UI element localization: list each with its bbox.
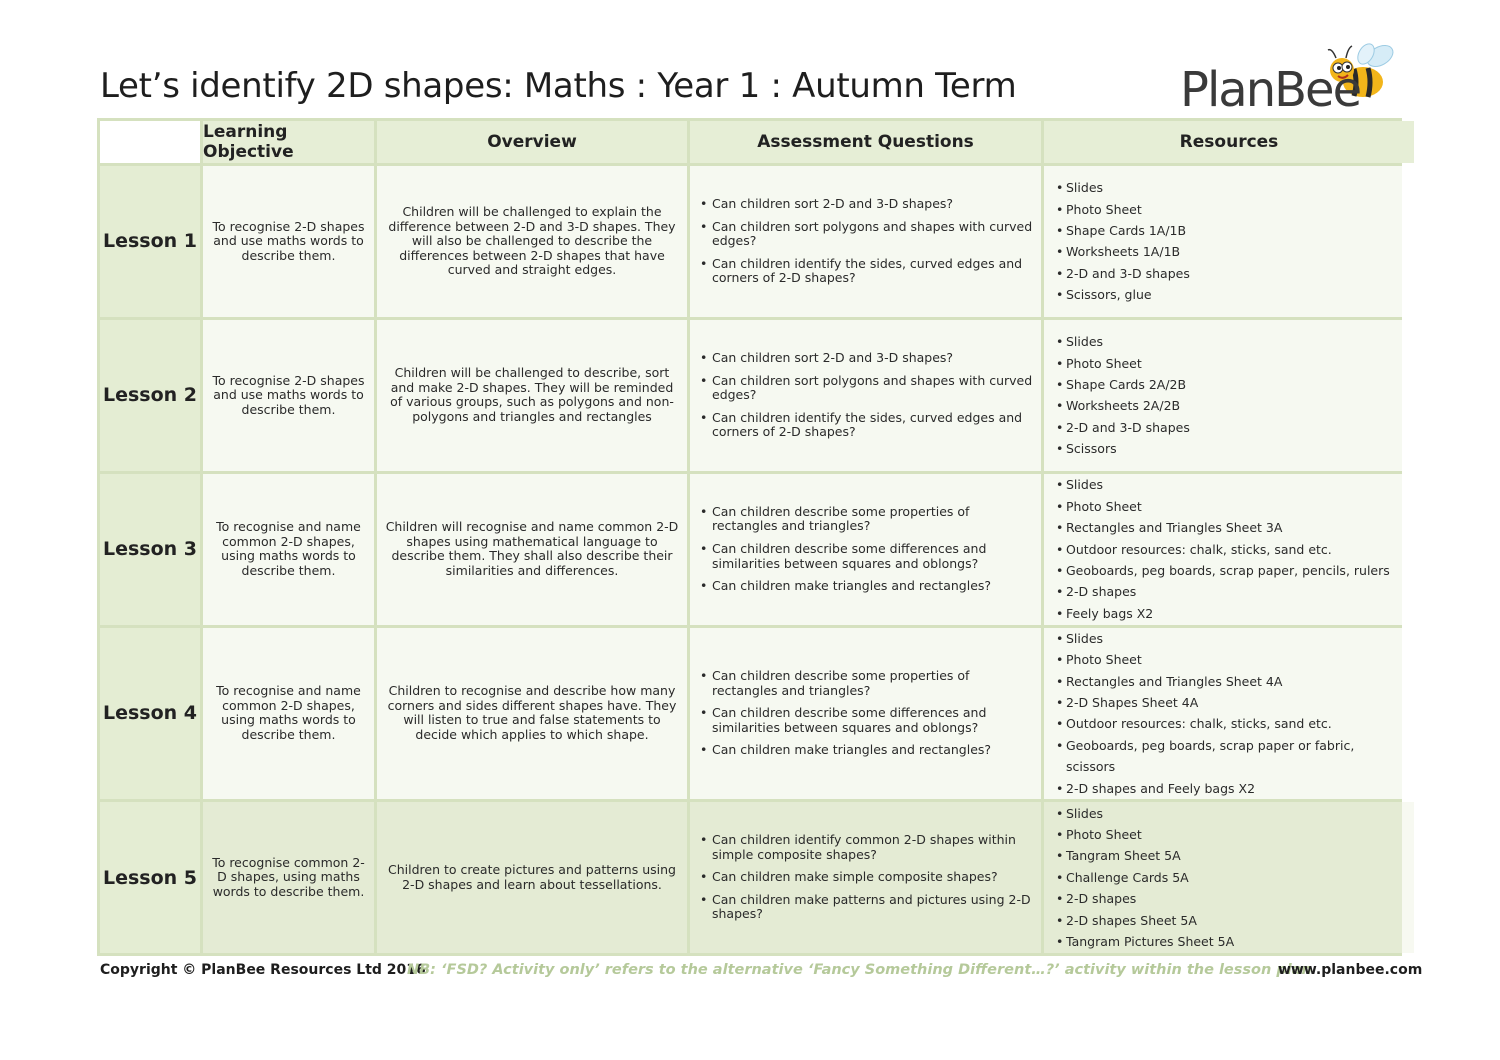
footer-copyright: Copyright © PlanBee Resources Ltd 2016 bbox=[100, 962, 426, 978]
question-item: • Can children sort polygons and shapes with curved edges? bbox=[698, 220, 1033, 249]
resource-item: • 2-D shapes Sheet 5A bbox=[1052, 910, 1234, 931]
resource-item: • Slides bbox=[1052, 803, 1234, 824]
resource-item: • 2-D and 3-D shapes bbox=[1052, 417, 1190, 438]
resource-item: • Shape Cards 1A/1B bbox=[1052, 220, 1190, 241]
lesson-plan-table bbox=[97, 118, 1402, 956]
resource-item: • Rectangles and Triangles Sheet 4A bbox=[1052, 671, 1406, 692]
question-item: • Can children describe some differences and similarities between squares and oblongs? bbox=[698, 706, 1033, 735]
resource-item: • Photo Sheet bbox=[1052, 824, 1234, 845]
resource-item: • Worksheets 2A/2B bbox=[1052, 395, 1190, 416]
assessment-questions bbox=[690, 628, 1041, 799]
resource-item: • Photo Sheet bbox=[1052, 199, 1190, 220]
question-item: • Can children make patterns and pictures using 2-D shapes? bbox=[698, 893, 1033, 922]
learning-objective: To recognise 2-D shapes and use maths words to describe them. bbox=[203, 320, 374, 471]
resource-item: • Feely bags X2 bbox=[1052, 603, 1390, 624]
question-item: • Can children sort polygons and shapes with curved edges? bbox=[698, 374, 1033, 403]
header-resources: Resources bbox=[1044, 121, 1414, 163]
resource-item: • Photo Sheet bbox=[1052, 496, 1390, 517]
assessment-questions bbox=[690, 474, 1041, 625]
resources bbox=[1044, 628, 1414, 799]
overview: Children will be challenged to explain the difference between 2-D and 3-D shapes. They will also be challenged to describe the differences between 2-D shapes that have curved and straight edges. bbox=[377, 166, 687, 317]
question-item: • Can children sort 2-D and 3-D shapes? bbox=[698, 197, 1033, 212]
lesson-label: Lesson 2 bbox=[100, 320, 200, 471]
overview: Children to create pictures and patterns using 2-D shapes and learn about tessellations. bbox=[377, 802, 687, 953]
question-item: • Can children make triangles and rectangles? bbox=[698, 579, 1033, 594]
resource-item: • Rectangles and Triangles Sheet 3A bbox=[1052, 517, 1390, 538]
resource-item: • Shape Cards 2A/2B bbox=[1052, 374, 1190, 395]
learning-objective: To recognise and name common 2-D shapes, using maths words to describe them. bbox=[203, 628, 374, 799]
question-item: • Can children make triangles and rectangles? bbox=[698, 743, 1033, 758]
resource-item: • Outdoor resources: chalk, sticks, sand etc. bbox=[1052, 713, 1406, 734]
resource-item: • Scissors bbox=[1052, 438, 1190, 459]
question-item: • Can children identify the sides, curved edges and corners of 2-D shapes? bbox=[698, 411, 1033, 440]
lesson-label: Lesson 5 bbox=[100, 802, 200, 953]
resource-item: • Geoboards, peg boards, scrap paper or fabric, scissors bbox=[1052, 735, 1406, 778]
footer-url[interactable]: www.planbee.com bbox=[1278, 962, 1423, 978]
overview: Children will recognise and name common 2-D shapes using mathematical language to describe them. They shall also describe their similarities and differences. bbox=[377, 474, 687, 625]
resource-item: • Photo Sheet bbox=[1052, 353, 1190, 374]
question-item: • Can children describe some properties of rectangles and triangles? bbox=[698, 505, 1033, 534]
learning-objective: To recognise and name common 2-D shapes, using maths words to describe them. bbox=[203, 474, 374, 625]
assessment-questions bbox=[690, 802, 1041, 953]
resources bbox=[1044, 166, 1414, 317]
resource-item: • Slides bbox=[1052, 331, 1190, 352]
overview: Children will be challenged to describe, sort and make 2-D shapes. They will be reminded of various groups, such as polygons and non-polygons and triangles and rectangles bbox=[377, 320, 687, 471]
lesson-label: Lesson 1 bbox=[100, 166, 200, 317]
footer-note: NB: ‘FSD? Activity only’ refers to the alternative ‘Fancy Something Different…?’ activity within the lesson plan bbox=[407, 962, 1312, 978]
question-item: • Can children describe some differences and similarities between squares and oblongs? bbox=[698, 542, 1033, 571]
resource-item: • Slides bbox=[1052, 474, 1390, 495]
question-item: • Can children identify the sides, curved edges and corners of 2-D shapes? bbox=[698, 257, 1033, 286]
page-title: Let’s identify 2D shapes: Maths : Year 1 : Autumn Term bbox=[100, 66, 1017, 106]
question-item: • Can children make simple composite shapes? bbox=[698, 870, 1033, 885]
question-item: • Can children sort 2-D and 3-D shapes? bbox=[698, 351, 1033, 366]
assessment-questions bbox=[690, 320, 1041, 471]
lesson-label: Lesson 3 bbox=[100, 474, 200, 625]
resource-item: • Scissors, glue bbox=[1052, 284, 1190, 305]
lesson-label: Lesson 4 bbox=[100, 628, 200, 799]
resource-item: • 2-D shapes bbox=[1052, 581, 1390, 602]
table-corner bbox=[100, 121, 200, 163]
resource-item: • Tangram Pictures Sheet 5A bbox=[1052, 931, 1234, 952]
resource-item: • Outdoor resources: chalk, sticks, sand etc. bbox=[1052, 539, 1390, 560]
resource-item: • Challenge Cards 5A bbox=[1052, 867, 1234, 888]
overview: Children to recognise and describe how many corners and sides different shapes have. They will listen to true and false statements to decide which applies to which shape. bbox=[377, 628, 687, 799]
question-item: • Can children identify common 2-D shapes within simple composite shapes? bbox=[698, 833, 1033, 862]
resources bbox=[1044, 320, 1414, 471]
header-assessment-questions: Assessment Questions bbox=[690, 121, 1041, 163]
resource-item: • 2-D and 3-D shapes bbox=[1052, 263, 1190, 284]
planbee-logo: PlanBee bbox=[1180, 62, 1361, 118]
learning-objective: To recognise common 2-D shapes, using maths words to describe them. bbox=[203, 802, 374, 953]
resource-item: • Geoboards, peg boards, scrap paper, pencils, rulers bbox=[1052, 560, 1390, 581]
resource-item: • 2-D shapes and Feely bags X2 bbox=[1052, 778, 1406, 799]
header-overview: Overview bbox=[377, 121, 687, 163]
resource-item: • Worksheets 1A/1B bbox=[1052, 241, 1190, 262]
resource-item: • Slides bbox=[1052, 628, 1406, 649]
resource-item: • 2-D Shapes Sheet 4A bbox=[1052, 692, 1406, 713]
resources bbox=[1044, 802, 1414, 953]
question-item: • Can children describe some properties of rectangles and triangles? bbox=[698, 669, 1033, 698]
assessment-questions bbox=[690, 166, 1041, 317]
header-learning-objective: Learning Objective bbox=[203, 121, 374, 163]
learning-objective: To recognise 2-D shapes and use maths words to describe them. bbox=[203, 166, 374, 317]
resources bbox=[1044, 474, 1414, 625]
resource-item: • Photo Sheet bbox=[1052, 649, 1406, 670]
resource-item: • Slides bbox=[1052, 177, 1190, 198]
resource-item: • 2-D shapes bbox=[1052, 888, 1234, 909]
resource-item: • Tangram Sheet 5A bbox=[1052, 845, 1234, 866]
